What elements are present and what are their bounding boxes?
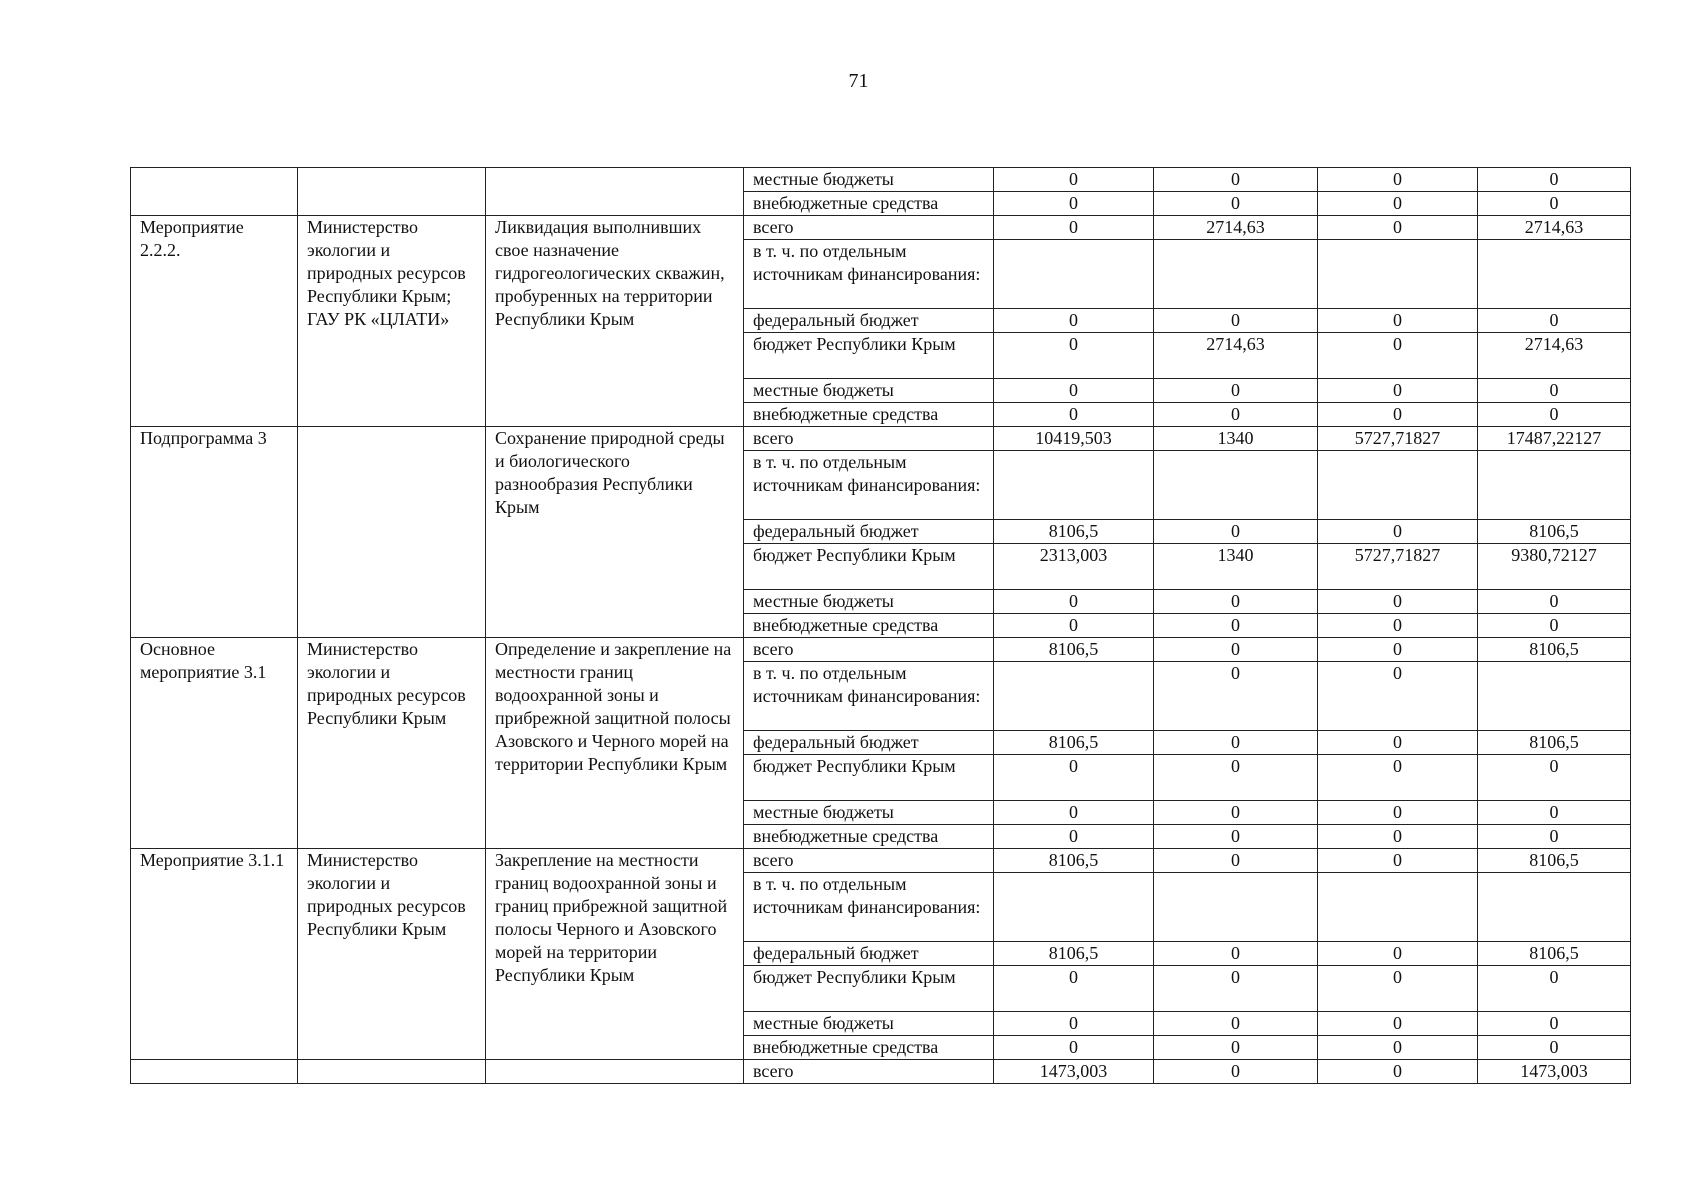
value-cell: 0	[1318, 520, 1478, 544]
executor-cell	[298, 1060, 486, 1084]
funding-source-label: местные бюджеты	[744, 379, 994, 403]
value-cell: 0	[994, 168, 1154, 192]
value-cell: 0	[994, 216, 1154, 240]
value-cell: 0	[1154, 403, 1318, 427]
value-cell: 0	[1318, 662, 1478, 731]
value-cell: 0	[1318, 168, 1478, 192]
value-cell	[1478, 240, 1631, 309]
value-cell: 0	[1318, 333, 1478, 379]
executor-cell	[298, 427, 486, 638]
funding-source-label: федеральный бюджет	[744, 942, 994, 966]
value-cell	[994, 240, 1154, 309]
value-cell: 0	[994, 309, 1154, 333]
value-cell: 0	[1318, 849, 1478, 873]
value-cell: 0	[1318, 1012, 1478, 1036]
value-cell: 0	[1318, 966, 1478, 1012]
value-cell: 2714,63	[1154, 333, 1318, 379]
value-cell: 1473,003	[994, 1060, 1154, 1084]
value-cell: 0	[1478, 966, 1631, 1012]
funding-source-label: в т. ч. по отдельным источникам финансирования:	[744, 240, 994, 309]
value-cell: 0	[1318, 216, 1478, 240]
value-cell: 0	[1318, 614, 1478, 638]
value-cell: 0	[1154, 1012, 1318, 1036]
funding-source-label: местные бюджеты	[744, 801, 994, 825]
value-cell: 0	[1154, 966, 1318, 1012]
value-cell: 0	[994, 825, 1154, 849]
value-cell: 0	[1154, 309, 1318, 333]
value-cell: 0	[1154, 825, 1318, 849]
funding-source-label: бюджет Республики Крым	[744, 544, 994, 590]
funding-source-label: в т. ч. по отдельным источникам финансирования:	[744, 873, 994, 942]
value-cell: 0	[994, 333, 1154, 379]
value-cell: 0	[1318, 731, 1478, 755]
executor-cell: Министерство экологии и природных ресурсов Республики Крым	[298, 849, 486, 1060]
value-cell: 0	[994, 801, 1154, 825]
value-cell	[1478, 873, 1631, 942]
funding-source-label: местные бюджеты	[744, 590, 994, 614]
value-cell	[1154, 451, 1318, 520]
funding-source-label: бюджет Республики Крым	[744, 333, 994, 379]
value-cell: 8106,5	[1478, 942, 1631, 966]
value-cell: 0	[1318, 825, 1478, 849]
value-cell: 0	[1154, 942, 1318, 966]
value-cell	[1154, 240, 1318, 309]
value-cell: 0	[994, 192, 1154, 216]
measure-code-cell: Мероприятие 2.2.2.	[131, 216, 298, 427]
table-row	[131, 216, 1631, 240]
value-cell	[1478, 662, 1631, 731]
value-cell: 0	[1478, 192, 1631, 216]
executor-cell: Министерство экологии и природных ресурсов Республики Крым	[298, 638, 486, 849]
value-cell: 5727,71827	[1318, 427, 1478, 451]
value-cell: 1340	[1154, 427, 1318, 451]
value-cell: 0	[1154, 662, 1318, 731]
funding-source-label: бюджет Республики Крым	[744, 755, 994, 801]
funding-source-label: внебюджетные средства	[744, 403, 994, 427]
value-cell: 0	[1478, 825, 1631, 849]
value-cell: 0	[994, 755, 1154, 801]
value-cell: 0	[994, 1036, 1154, 1060]
value-cell: 0	[1318, 1060, 1478, 1084]
measure-code-cell	[131, 168, 298, 216]
funding-source-label: всего	[744, 1060, 994, 1084]
value-cell: 0	[994, 590, 1154, 614]
funding-source-label: в т. ч. по отдельным источникам финансирования:	[744, 451, 994, 520]
value-cell: 0	[1318, 638, 1478, 662]
measure-code-cell: Подпрограмма 3	[131, 427, 298, 638]
value-cell: 8106,5	[1478, 520, 1631, 544]
value-cell: 0	[1154, 168, 1318, 192]
value-cell: 0	[1318, 403, 1478, 427]
value-cell: 0	[1478, 379, 1631, 403]
measure-title-cell: Ликвидация выполнивших свое назначение гидрогеологических скважин, пробуренных на территории Республики Крым	[486, 216, 744, 427]
value-cell: 0	[1154, 849, 1318, 873]
value-cell: 0	[1478, 614, 1631, 638]
value-cell: 0	[1154, 1036, 1318, 1060]
value-cell: 0	[1154, 731, 1318, 755]
value-cell: 0	[1154, 379, 1318, 403]
funding-table	[130, 167, 1631, 1084]
value-cell: 0	[1154, 192, 1318, 216]
value-cell: 8106,5	[994, 731, 1154, 755]
measure-title-cell: Закрепление на местности границ водоохранной зоны и границ прибрежной защитной полосы Черного и Азовского морей на территории Республики Крым	[486, 849, 744, 1060]
table-row	[131, 168, 1631, 192]
measure-title-cell	[486, 168, 744, 216]
value-cell: 0	[994, 966, 1154, 1012]
value-cell	[1478, 451, 1631, 520]
value-cell: 0	[1154, 520, 1318, 544]
value-cell: 0	[1154, 638, 1318, 662]
value-cell: 0	[1154, 590, 1318, 614]
measure-code-cell: Основное мероприятие 3.1	[131, 638, 298, 849]
value-cell: 9380,72127	[1478, 544, 1631, 590]
value-cell: 8106,5	[994, 520, 1154, 544]
value-cell: 0	[994, 1012, 1154, 1036]
value-cell: 1473,003	[1478, 1060, 1631, 1084]
funding-source-label: всего	[744, 216, 994, 240]
value-cell: 0	[1318, 590, 1478, 614]
value-cell: 8106,5	[994, 942, 1154, 966]
funding-source-label: федеральный бюджет	[744, 520, 994, 544]
funding-source-label: федеральный бюджет	[744, 309, 994, 333]
value-cell	[1318, 873, 1478, 942]
measure-title-cell: Сохранение природной среды и биологического разнообразия Республики Крым	[486, 427, 744, 638]
value-cell: 0	[1154, 755, 1318, 801]
value-cell: 2714,63	[1478, 333, 1631, 379]
measure-code-cell: Мероприятие 3.1.1	[131, 849, 298, 1060]
funding-source-label: внебюджетные средства	[744, 825, 994, 849]
value-cell: 0	[994, 379, 1154, 403]
funding-source-label: федеральный бюджет	[744, 731, 994, 755]
value-cell: 0	[1318, 1036, 1478, 1060]
value-cell: 0	[1154, 614, 1318, 638]
value-cell: 2313,003	[994, 544, 1154, 590]
value-cell	[994, 662, 1154, 731]
funding-source-label: всего	[744, 849, 994, 873]
funding-source-label: внебюджетные средства	[744, 192, 994, 216]
value-cell: 0	[1318, 379, 1478, 403]
value-cell: 0	[1478, 309, 1631, 333]
value-cell: 1340	[1154, 544, 1318, 590]
funding-source-label: всего	[744, 638, 994, 662]
funding-source-label: в т. ч. по отдельным источникам финансирования:	[744, 662, 994, 731]
value-cell: 5727,71827	[1318, 544, 1478, 590]
value-cell: 0	[1154, 1060, 1318, 1084]
value-cell: 0	[1478, 590, 1631, 614]
value-cell: 8106,5	[1478, 849, 1631, 873]
value-cell: 2714,63	[1478, 216, 1631, 240]
value-cell: 0	[1318, 192, 1478, 216]
value-cell: 0	[994, 614, 1154, 638]
value-cell: 0	[1478, 403, 1631, 427]
measure-code-cell	[131, 1060, 298, 1084]
value-cell: 8106,5	[994, 849, 1154, 873]
funding-source-label: внебюджетные средства	[744, 614, 994, 638]
value-cell: 0	[1318, 942, 1478, 966]
funding-source-label: местные бюджеты	[744, 1012, 994, 1036]
value-cell: 0	[1318, 755, 1478, 801]
funding-source-label: внебюджетные средства	[744, 1036, 994, 1060]
executor-cell: Министерство экологии и природных ресурсов Республики Крым; ГАУ РК «ЦЛАТИ»	[298, 216, 486, 427]
page-number: 71	[848, 70, 869, 92]
value-cell: 0	[1154, 801, 1318, 825]
value-cell: 0	[994, 403, 1154, 427]
value-cell: 0	[1318, 801, 1478, 825]
table-row	[131, 1060, 1631, 1084]
funding-source-label: всего	[744, 427, 994, 451]
value-cell: 10419,503	[994, 427, 1154, 451]
measure-title-cell: Определение и закрепление на местности границ водоохранной зоны и прибрежной защитной полосы Азовского и Черного морей на территории Республики Крым	[486, 638, 744, 849]
value-cell: 17487,22127	[1478, 427, 1631, 451]
value-cell: 0	[1318, 309, 1478, 333]
value-cell: 0	[1478, 755, 1631, 801]
value-cell	[1318, 451, 1478, 520]
value-cell	[1318, 240, 1478, 309]
table-row	[131, 849, 1631, 873]
value-cell: 0	[1478, 1036, 1631, 1060]
value-cell: 8106,5	[1478, 731, 1631, 755]
value-cell: 2714,63	[1154, 216, 1318, 240]
value-cell: 0	[1478, 1012, 1631, 1036]
value-cell	[994, 451, 1154, 520]
funding-source-label: местные бюджеты	[744, 168, 994, 192]
funding-source-label: бюджет Республики Крым	[744, 966, 994, 1012]
value-cell: 8106,5	[1478, 638, 1631, 662]
value-cell	[994, 873, 1154, 942]
value-cell: 0	[1478, 168, 1631, 192]
value-cell: 8106,5	[994, 638, 1154, 662]
executor-cell	[298, 168, 486, 216]
table-row	[131, 427, 1631, 451]
value-cell: 0	[1478, 801, 1631, 825]
measure-title-cell	[486, 1060, 744, 1084]
table-row	[131, 638, 1631, 662]
value-cell	[1154, 873, 1318, 942]
